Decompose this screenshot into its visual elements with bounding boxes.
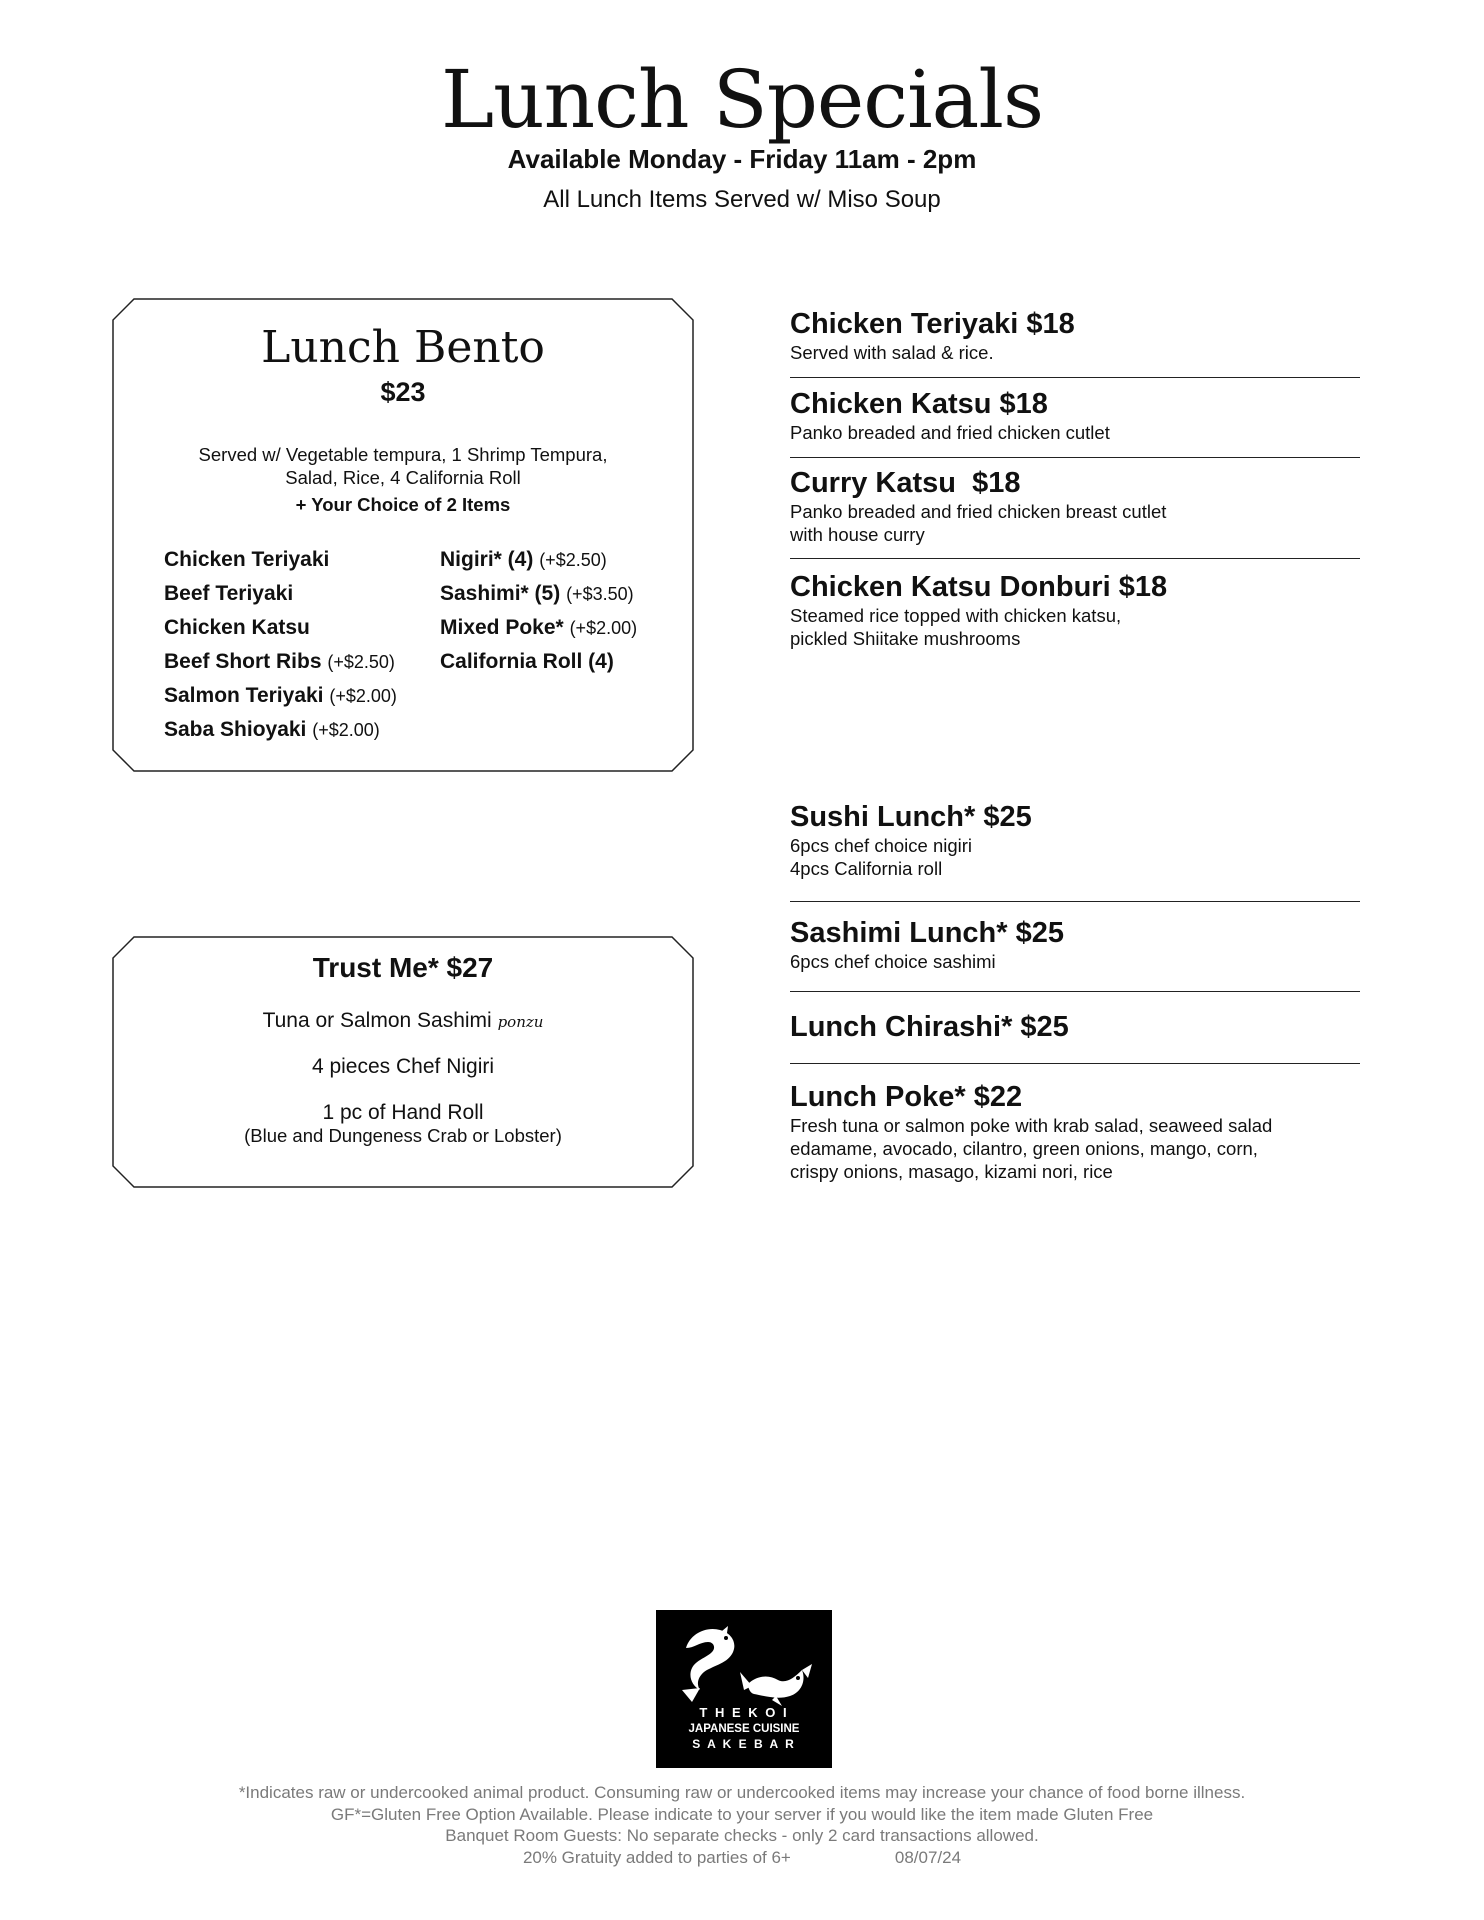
logo-cuisine: JAPANESE CUISINE — [688, 1723, 800, 1735]
menu-item-sashimi-lunch — [790, 916, 1360, 973]
gratuity-note: 20% Gratuity added to parties of 6+ — [522, 1847, 791, 1867]
trust-me-title: Trust Me* $27 — [312, 952, 494, 983]
item-name: Lunch Chirashi* $25 — [790, 1011, 1069, 1043]
banquet-note: Banquet Room Guests: No separate checks - only 2 card transactions allowed. — [445, 1826, 1039, 1845]
divider — [790, 991, 1360, 992]
bento-choices-left — [164, 543, 397, 747]
page-title: Lunch Specials — [440, 53, 1043, 146]
lunch-bento-box — [112, 298, 694, 772]
upcharge: (+$2.50) — [539, 550, 607, 570]
bento-choice-item: Beef Short Ribs (+$2.50) — [164, 650, 395, 673]
divider — [790, 457, 1360, 458]
trust-me-line: Tuna or Salmon Sashimi ponzu — [262, 1009, 544, 1032]
item-description: Panko breaded and fried chicken cutlet — [790, 422, 1110, 443]
item-name: Sashimi Lunch* $25 — [790, 917, 1064, 949]
item-name: Chicken Katsu Donburi $18 — [790, 571, 1168, 603]
item-name: Curry Katsu $18 — [790, 467, 1021, 499]
gratuity-line — [0, 1847, 1484, 1869]
divider — [790, 1063, 1360, 1064]
upcharge: (+$3.50) — [566, 584, 634, 604]
trust-me-box — [112, 936, 694, 1188]
item-description: 6pcs chef choice sashimi — [790, 951, 996, 972]
divider — [790, 901, 1360, 902]
item-description: Steamed rice topped with chicken katsu, — [790, 605, 1122, 626]
menu-item-lunch-poke — [790, 1080, 1360, 1183]
bento-choice-item: Chicken Teriyaki — [164, 548, 330, 571]
menu-item-chicken-teriyaki — [790, 307, 1360, 364]
bento-choice-item: California Roll (4) — [440, 650, 614, 673]
miso-soup-note: All Lunch Items Served w/ Miso Soup — [543, 186, 941, 213]
availability-hours: Available Monday - Friday 11am - 2pm — [507, 144, 977, 174]
item-description: crispy onions, masago, kizami nori, rice — [790, 1161, 1113, 1182]
menu-item-chicken-katsu — [790, 387, 1360, 444]
logo-name: T H E K O I — [699, 1705, 789, 1720]
trust-me-line: 1 pc of Hand Roll — [322, 1101, 484, 1124]
divider — [790, 558, 1360, 559]
menu-item-curry-katsu — [790, 466, 1360, 546]
item-name: Chicken Teriyaki $18 — [790, 308, 1075, 340]
divider — [790, 377, 1360, 378]
bento-choice-item: Salmon Teriyaki (+$2.00) — [164, 684, 397, 707]
bento-choices-right — [440, 543, 637, 679]
item-description: with house curry — [790, 524, 925, 545]
menu-item-chicken-katsu-donburi — [790, 570, 1360, 650]
bento-description: Served w/ Vegetable tempura, 1 Shrimp Tempura, Salad, Rice, 4 California Roll — [198, 444, 608, 488]
restaurant-logo — [656, 1610, 832, 1768]
logo-sakebar: S A K E B A R — [692, 1737, 796, 1751]
item-description: Panko breaded and fried chicken breast cutlet — [790, 501, 1167, 522]
item-description: edamame, avocado, cilantro, green onions, mango, corn, — [790, 1138, 1258, 1159]
bento-choice-note: + Your Choice of 2 Items — [295, 494, 511, 515]
item-name: Sushi Lunch* $25 — [790, 801, 1032, 833]
menu-item-sushi-lunch — [790, 800, 1360, 880]
bento-choice-item: Chicken Katsu — [164, 616, 310, 639]
gluten-free-note: GF*=Gluten Free Option Available. Please indicate to your server if you would like the item made Gluten Free — [330, 1804, 1154, 1824]
item-description: pickled Shiitake mushrooms — [790, 628, 1021, 649]
upcharge: (+$2.00) — [312, 720, 380, 740]
item-name: Chicken Katsu $18 — [790, 388, 1048, 420]
trust-me-note: (Blue and Dungeness Crab or Lobster) — [244, 1125, 562, 1146]
bento-title: Lunch Bento — [261, 322, 545, 373]
bento-choice-item: Sashimi* (5) (+$3.50) — [440, 582, 634, 605]
footer-notes — [0, 1782, 1484, 1868]
bento-choice-item: Beef Teriyaki — [164, 582, 294, 605]
bento-price: $23 — [380, 377, 426, 407]
upcharge: (+$2.50) — [327, 652, 395, 672]
menu-date: 08/07/24 — [894, 1847, 962, 1867]
menu-item-lunch-chirashi — [790, 1010, 1360, 1044]
item-description: Served with salad & rice. — [790, 342, 994, 363]
bento-choice-item: Nigiri* (4) (+$2.50) — [440, 548, 607, 571]
upcharge: (+$2.00) — [569, 618, 638, 638]
ponzu-note: ponzu — [497, 1013, 544, 1031]
trust-me-line: 4 pieces Chef Nigiri — [311, 1055, 495, 1078]
raw-food-disclaimer: *Indicates raw or undercooked animal product. Consuming raw or undercooked items may increase your chance of food borne illness. — [238, 1783, 1246, 1802]
bento-choice-item: Saba Shioyaki (+$2.00) — [164, 718, 380, 741]
item-description: 4pcs California roll — [790, 858, 943, 879]
item-description: 6pcs chef choice nigiri — [790, 835, 973, 856]
bento-choice-item: Mixed Poke* (+$2.00) — [440, 616, 638, 639]
item-name: Lunch Poke* $22 — [790, 1081, 1023, 1113]
item-description: Fresh tuna or salmon poke with krab salad, seaweed salad — [790, 1115, 1273, 1136]
upcharge: (+$2.00) — [329, 686, 397, 706]
